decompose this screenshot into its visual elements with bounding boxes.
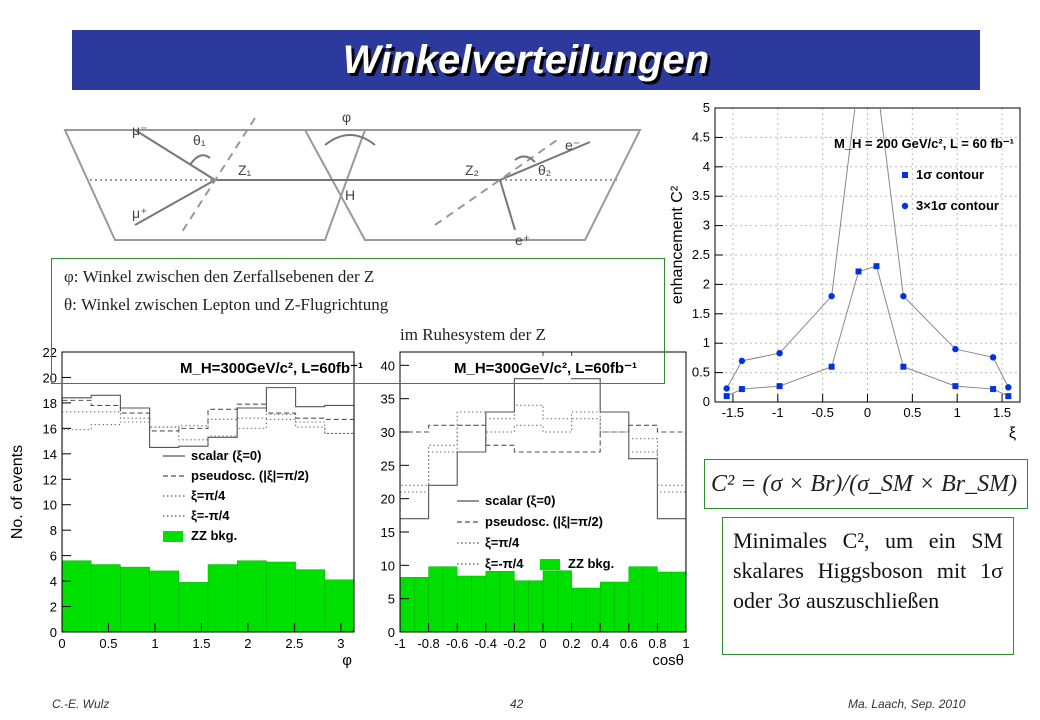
y-tick-label: 0.5 bbox=[691, 364, 710, 380]
series-line-1 bbox=[727, 266, 1009, 396]
x-tick-label: 0.8 bbox=[648, 636, 667, 651]
theta1-label: θ₁ bbox=[193, 132, 206, 148]
y-axis-label: enhancement C² bbox=[669, 185, 686, 305]
zz-bkg-bar bbox=[62, 561, 91, 632]
legend-label: scalar (ξ=0) bbox=[485, 493, 556, 508]
y-tick-label: 14 bbox=[42, 446, 57, 462]
footer-author: C.-E. Wulz bbox=[52, 697, 110, 711]
slide-title: Winkelverteilungen bbox=[342, 37, 710, 82]
x-tick-label: 1 bbox=[953, 405, 961, 420]
x-tick-label: -0.2 bbox=[503, 636, 526, 651]
y-tick-label: 10 bbox=[380, 558, 395, 574]
data-point-1sigma bbox=[1005, 393, 1011, 399]
legend-label: pseudosc. (|ξ|=π/2) bbox=[485, 514, 604, 529]
y-tick-label: 2 bbox=[49, 599, 57, 615]
e-minus-label: e⁻ bbox=[565, 137, 581, 153]
y-tick-label: 4 bbox=[702, 158, 710, 174]
legend-marker bbox=[540, 559, 560, 570]
y-tick-label: 5 bbox=[387, 591, 395, 607]
phi-label: φ bbox=[342, 109, 352, 125]
data-point-1sigma bbox=[777, 383, 783, 389]
y-tick-label: 0 bbox=[702, 394, 710, 409]
y-tick-label: 18 bbox=[42, 395, 57, 411]
y-tick-label: 1 bbox=[702, 335, 710, 351]
y-tick-label: 4.5 bbox=[691, 129, 710, 145]
zz-bkg-bar bbox=[457, 576, 471, 632]
x-tick-label: -1 bbox=[394, 636, 406, 651]
data-point-3sigma bbox=[900, 293, 906, 299]
x-tick-label: 0.2 bbox=[562, 636, 581, 651]
x-tick-label: 0 bbox=[863, 405, 872, 420]
histogram-bars bbox=[400, 352, 686, 632]
note-text: Minimales C², um ein SM skalares Higgsboson mit 1σ oder 3σ auszuschließen bbox=[733, 528, 1003, 613]
legend-label: pseudosc. (|ξ|=π/2) bbox=[191, 468, 310, 483]
right-decay-plane bbox=[305, 130, 640, 240]
legend-label: ξ=π/4 bbox=[191, 488, 226, 503]
enhancement-chart bbox=[660, 90, 1030, 450]
data-point-1sigma bbox=[952, 383, 958, 389]
x-tick-label: 2.5 bbox=[285, 636, 304, 651]
zz-bkg-bar bbox=[529, 581, 543, 632]
data-point-1sigma bbox=[829, 364, 835, 370]
phi-definition: φ: Winkel zwischen den Zerfallsebenen der Z bbox=[64, 267, 375, 286]
z1-label: Z₁ bbox=[238, 162, 252, 178]
zz-bkg-bar bbox=[600, 582, 614, 632]
zz-bkg-bar bbox=[237, 561, 266, 632]
y-tick-label: 12 bbox=[42, 472, 57, 488]
data-point-1sigma bbox=[856, 268, 862, 274]
data-point-3sigma bbox=[739, 358, 745, 364]
data-point-3sigma bbox=[1005, 384, 1011, 390]
mu-plus-label: μ⁺ bbox=[132, 205, 148, 221]
x-tick-label: -1 bbox=[772, 405, 784, 420]
zz-bkg-bar bbox=[615, 582, 629, 632]
zz-bkg-bar bbox=[429, 567, 443, 632]
y-tick-label: 35 bbox=[380, 391, 395, 407]
x-axis-label: cosθ bbox=[652, 652, 684, 669]
data-point-1sigma bbox=[900, 364, 906, 370]
zz-bkg-bar bbox=[543, 571, 557, 632]
chart-title: M_H = 200 GeV/c², L = 60 fb⁻¹ bbox=[833, 136, 1014, 151]
x-tick-label: 1 bbox=[151, 636, 159, 651]
zz-bkg-bar bbox=[443, 567, 457, 632]
legend-label-3sigma: 3×1σ contour bbox=[916, 198, 999, 213]
x-tick-label: 0.5 bbox=[99, 636, 118, 651]
zz-bkg-bar bbox=[150, 571, 179, 632]
x-tick-label: 2 bbox=[244, 636, 252, 651]
legend-label: scalar (ξ=0) bbox=[191, 448, 262, 463]
x-tick-label: 0 bbox=[539, 636, 547, 651]
x-tick-label: -0.8 bbox=[417, 636, 440, 651]
zz-bkg-bar bbox=[91, 565, 120, 632]
note-box bbox=[722, 517, 1014, 655]
legend-marker-3sigma bbox=[902, 203, 908, 209]
zz-bkg-bar bbox=[266, 562, 295, 632]
x-tick-label: 1.5 bbox=[993, 405, 1012, 420]
legend-label-1sigma: 1σ contour bbox=[916, 167, 985, 182]
y-tick-label: 10 bbox=[42, 497, 57, 513]
decay-plane-diagram bbox=[60, 100, 650, 250]
h-label: H bbox=[345, 187, 356, 203]
y-tick-label: 16 bbox=[42, 421, 57, 437]
chart-title: M_H=300GeV/c², L=60fb⁻¹ bbox=[180, 360, 363, 377]
legend-label: ZZ bkg. bbox=[191, 528, 238, 543]
zz-bkg-bar bbox=[325, 580, 354, 632]
formula-box bbox=[704, 459, 1028, 509]
y-axis-label: No. of events bbox=[9, 444, 26, 540]
y-tick-label: 25 bbox=[380, 458, 395, 474]
data-point-3sigma bbox=[990, 354, 996, 360]
y-tick-label: 2 bbox=[702, 276, 710, 292]
footer-page-number: 42 bbox=[510, 697, 524, 711]
x-tick-label: -0.6 bbox=[445, 636, 469, 651]
mu-minus-label: μ⁻ bbox=[132, 122, 148, 138]
y-tick-label: 15 bbox=[380, 525, 395, 540]
legend-label: ZZ bkg. bbox=[568, 556, 615, 571]
x-tick-label: 3 bbox=[337, 636, 345, 651]
y-tick-label: 20 bbox=[380, 491, 395, 507]
y-tick-label: 4 bbox=[49, 574, 57, 590]
theta2-label: θ₂ bbox=[538, 162, 552, 178]
zz-bkg-bar bbox=[514, 581, 528, 632]
data-point-1sigma bbox=[724, 393, 730, 399]
zz-bkg-bar bbox=[586, 588, 600, 632]
x-tick-label: 0 bbox=[58, 636, 66, 651]
y-tick-label: 40 bbox=[380, 358, 395, 374]
x-tick-label: -1.5 bbox=[721, 405, 745, 420]
zz-bkg-bar bbox=[672, 572, 686, 632]
y-tick-label: 20 bbox=[42, 370, 57, 386]
y-tick-label: 5 bbox=[702, 100, 710, 115]
y-tick-label: 2.5 bbox=[691, 247, 710, 262]
formula-text: C² = (σ × Br)/(σ_SM × Br_SM) bbox=[711, 470, 1018, 497]
zz-bkg-bar bbox=[572, 588, 586, 632]
x-tick-label: -0.5 bbox=[811, 405, 834, 420]
zz-bkg-bar bbox=[120, 567, 149, 632]
zz-bkg-bar bbox=[500, 571, 514, 632]
legend-label: ξ=-π/4 bbox=[191, 508, 230, 523]
chart-title: M_H=300GeV/c², L=60fb⁻¹ bbox=[454, 360, 637, 377]
footer-venue: Ma. Laach, Sep. 2010 bbox=[848, 697, 966, 711]
zz-bkg-bar bbox=[296, 570, 325, 632]
zz-bkg-bar bbox=[472, 576, 486, 632]
y-tick-label: 3.5 bbox=[691, 188, 710, 204]
y-tick-label: 6 bbox=[49, 548, 57, 564]
y-tick-label: 8 bbox=[49, 523, 57, 539]
data-point-1sigma bbox=[739, 386, 745, 392]
frame-definition: im Ruhesystem der Z bbox=[400, 325, 546, 344]
y-tick-label: 0 bbox=[387, 625, 395, 640]
x-tick-label: 1.5 bbox=[192, 636, 211, 651]
z2-label: Z₂ bbox=[465, 162, 479, 178]
y-tick-label: 3 bbox=[702, 217, 710, 233]
x-axis-label: ξ bbox=[1008, 425, 1016, 442]
legend-marker-1sigma bbox=[902, 172, 908, 178]
zz-bkg-bar bbox=[400, 577, 414, 632]
zz-bkg-bar bbox=[557, 571, 571, 632]
y-tick-label: 22 bbox=[42, 345, 57, 360]
zz-bkg-bar bbox=[486, 571, 500, 632]
x-tick-label: 0.6 bbox=[619, 636, 638, 651]
data-point-3sigma bbox=[952, 346, 958, 352]
zz-bkg-bar bbox=[208, 565, 237, 632]
definitions-box bbox=[51, 258, 665, 384]
data-point-3sigma bbox=[828, 293, 834, 299]
data-point-3sigma bbox=[776, 350, 782, 356]
x-tick-label: 0.5 bbox=[903, 405, 922, 420]
data-point-1sigma bbox=[873, 263, 879, 269]
legend-marker bbox=[163, 531, 183, 542]
zz-bkg-bar bbox=[414, 577, 428, 632]
legend-label: ξ=π/4 bbox=[485, 535, 520, 550]
data-point-1sigma bbox=[990, 386, 996, 392]
y-tick-label: 0 bbox=[49, 625, 57, 640]
x-tick-label: 0.4 bbox=[591, 636, 610, 651]
y-tick-label: 30 bbox=[380, 425, 395, 440]
zz-bkg-bar bbox=[643, 567, 657, 632]
theta-definition: θ: Winkel zwischen Lepton und Z-Flugrichtung bbox=[64, 295, 389, 314]
zz-bkg-bar bbox=[629, 567, 643, 632]
legend-label: ξ=-π/4 bbox=[485, 556, 524, 571]
zz-bkg-bar bbox=[657, 572, 671, 632]
x-axis-label: φ bbox=[342, 652, 352, 669]
x-tick-label: 1 bbox=[682, 636, 690, 651]
zz-bkg-bar bbox=[179, 582, 208, 632]
data-point-3sigma bbox=[723, 385, 729, 391]
e-plus-label: e⁺ bbox=[515, 232, 531, 248]
y-tick-label: 1.5 bbox=[691, 305, 710, 321]
left-decay-plane bbox=[65, 130, 365, 240]
x-tick-label: -0.4 bbox=[474, 636, 498, 651]
